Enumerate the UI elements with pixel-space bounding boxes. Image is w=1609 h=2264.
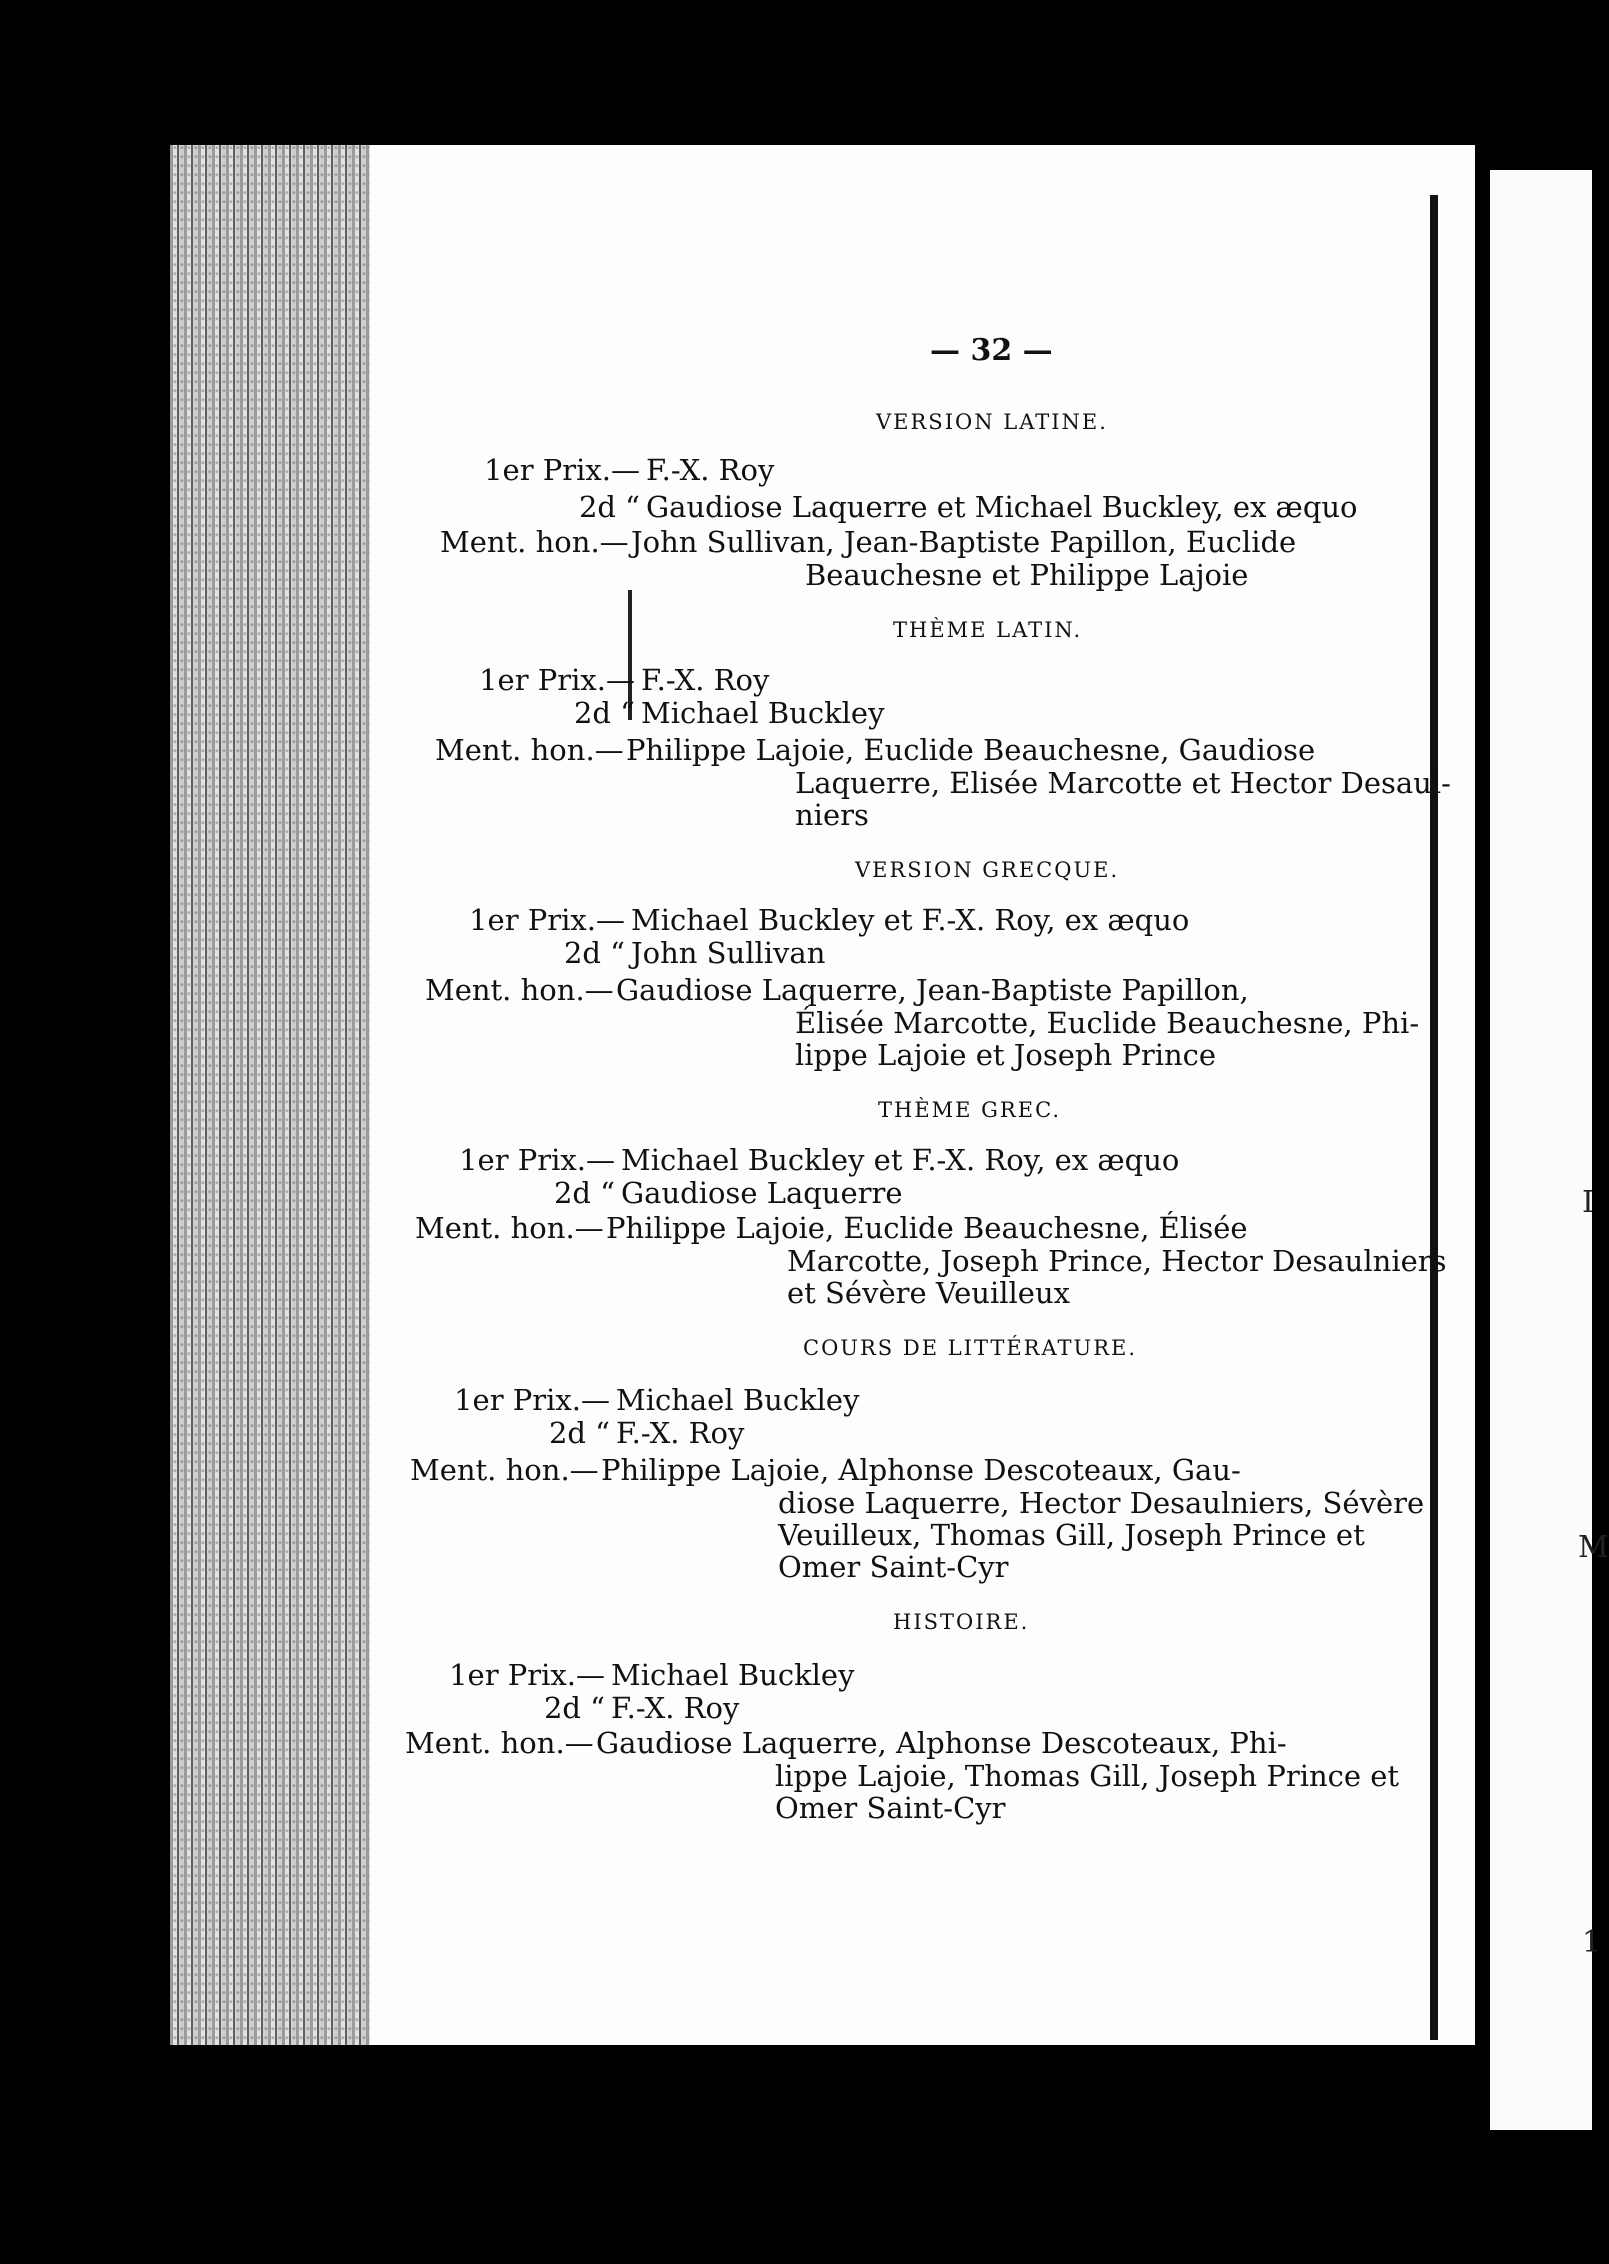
section-heading: HISTOIRE. [893, 1610, 1030, 1634]
prize-row [440, 905, 1189, 935]
prize-text: Philippe Lajoie, Euclide Beauchesne, Élisée [606, 1211, 1248, 1245]
prize-continuation: diose Laquerre, Hector Desaulniers, Sévère [778, 1486, 1425, 1520]
prize-continuation: Omer Saint-Cyr [778, 1550, 1009, 1584]
section-heading: COURS DE LITTÉRATURE. [803, 1336, 1138, 1360]
prize-label: 2d “ [563, 936, 625, 970]
prize-text: Gaudiose Laquerre [621, 1176, 903, 1210]
prize-label: 1er Prix.— [469, 903, 625, 937]
prize-row [455, 455, 774, 485]
prize-row [440, 938, 825, 968]
prize-text: Gaudiose Laquerre, Alphonse Descoteaux, Phi- [596, 1726, 1287, 1760]
prize-text: Michael Buckley et F.-X. Roy, ex æquo [621, 1143, 1180, 1177]
prize-row [430, 1145, 1179, 1175]
prize-text: F.-X. Roy [641, 663, 770, 697]
prize-text: Michael Buckley [611, 1658, 855, 1692]
prize-text: John Sullivan [631, 936, 826, 970]
prize-row [435, 735, 1315, 765]
prize-label: Ment. hon.— [405, 1726, 594, 1760]
prize-text: Philippe Lajoie, Alphonse Descoteaux, Gau- [601, 1453, 1241, 1487]
prize-row [440, 527, 1296, 557]
prize-label: 2d “ [553, 1176, 615, 1210]
prize-row [405, 1728, 1287, 1758]
page-number: — 32 — [930, 333, 1053, 368]
margin-mark: 1 [1582, 1925, 1602, 1960]
prize-continuation: lippe Lajoie et Joseph Prince [795, 1038, 1217, 1072]
prize-row [450, 698, 884, 728]
prize-text: F.-X. Roy [616, 1416, 745, 1450]
prize-row [410, 1455, 1241, 1485]
prize-text: F.-X. Roy [611, 1691, 740, 1725]
prize-label: 2d “ [543, 1691, 605, 1725]
margin-mark: M [1578, 1530, 1609, 1565]
prize-label: 2d “ [573, 696, 635, 730]
prize-label: 2d “ [548, 1416, 610, 1450]
prize-label: 1er Prix.— [479, 663, 635, 697]
prize-label: Ment. hon.— [440, 525, 629, 559]
prize-text: Gaudiose Laquerre, Jean-Baptiste Papillon, [616, 973, 1249, 1007]
section-heading: VERSION LATINE. [876, 410, 1108, 434]
prize-text: Gaudiose Laquerre et Michael Buckley, ex æquo [646, 490, 1358, 524]
prize-text: Michael Buckley [616, 1383, 860, 1417]
section-heading: THÈME LATIN. [893, 618, 1083, 642]
margin-mark: I [1582, 1185, 1594, 1220]
prize-label: 1er Prix.— [459, 1143, 615, 1177]
prize-text: John Sullivan, Jean-Baptiste Papillon, Euclide [631, 525, 1297, 559]
prize-row [425, 1418, 744, 1448]
section-heading: THÈME GREC. [878, 1098, 1062, 1122]
prize-label: 1er Prix.— [449, 1658, 605, 1692]
prize-label: Ment. hon.— [435, 733, 624, 767]
prize-row [420, 1693, 739, 1723]
prize-continuation: Beauchesne et Philippe Lajoie [805, 558, 1249, 592]
prize-label: 1er Prix.— [484, 453, 640, 487]
prize-continuation: niers [795, 798, 869, 832]
prize-label: 2d “ [578, 490, 640, 524]
section-heading: VERSION GRECQUE. [855, 858, 1120, 882]
prize-row [450, 665, 769, 695]
prize-continuation: Laquerre, Elisée Marcotte et Hector Desaul- [795, 766, 1451, 800]
prize-text: Michael Buckley [641, 696, 885, 730]
prize-row [425, 975, 1249, 1005]
prize-continuation: et Sévère Veuilleux [787, 1276, 1070, 1310]
prize-label: Ment. hon.— [415, 1211, 604, 1245]
prize-label: Ment. hon.— [410, 1453, 599, 1487]
prize-label: 1er Prix.— [454, 1383, 610, 1417]
prize-continuation: lippe Lajoie, Thomas Gill, Joseph Prince et [775, 1759, 1400, 1793]
prize-row [425, 1385, 859, 1415]
prize-row [415, 1213, 1248, 1243]
prize-row [430, 1178, 903, 1208]
prize-text: Philippe Lajoie, Euclide Beauchesne, Gaudiose [626, 733, 1316, 767]
prize-continuation: Veuilleux, Thomas Gill, Joseph Prince et [778, 1518, 1365, 1552]
prize-text: F.-X. Roy [646, 453, 775, 487]
prize-row [455, 492, 1358, 522]
prize-row [420, 1660, 854, 1690]
prize-continuation: Marcotte, Joseph Prince, Hector Desaulniers [787, 1244, 1447, 1278]
prize-text: Michael Buckley et F.-X. Roy, ex æquo [631, 903, 1190, 937]
prize-continuation: Élisée Marcotte, Euclide Beauchesne, Phi- [795, 1006, 1420, 1040]
prize-continuation: Omer Saint-Cyr [775, 1791, 1006, 1825]
prize-label: Ment. hon.— [425, 973, 614, 1007]
